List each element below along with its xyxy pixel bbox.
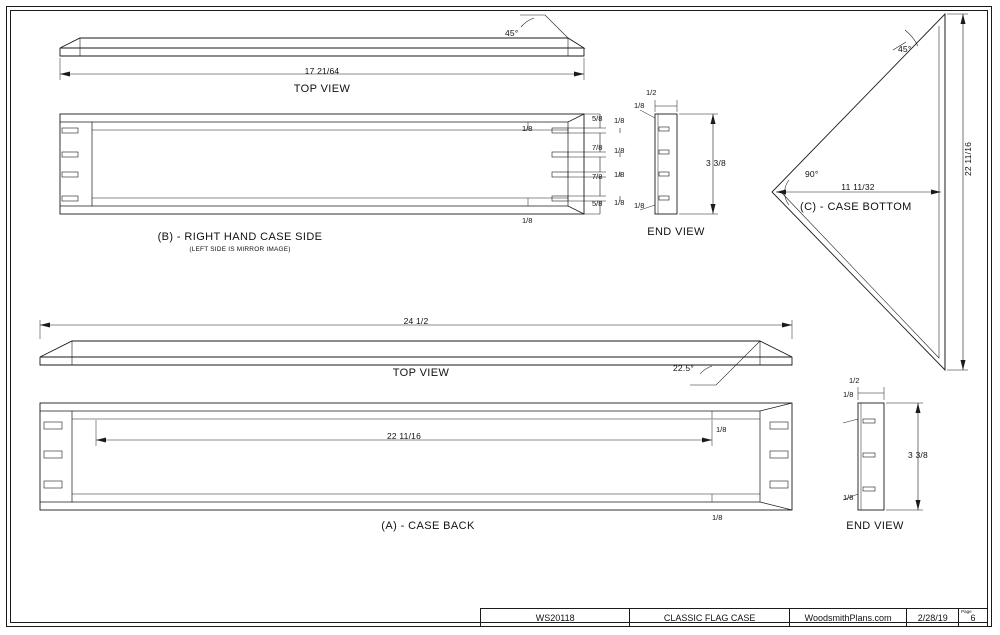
case-side-gap-dim-4: 1/8 <box>614 198 625 207</box>
case-back-length-dim: 22 11/16 <box>386 431 422 441</box>
case-side-slot-dim-1: 5/8 <box>592 114 603 123</box>
title-block <box>480 608 988 627</box>
title-block-part-number: WS20118 <box>481 609 630 626</box>
case-bottom-geometry <box>772 14 968 370</box>
end-view-lower-title: END VIEW <box>846 520 904 532</box>
end-view-lower-bottom-dim: 1/8 <box>843 493 854 502</box>
case-side-title: (B) - RIGHT HAND CASE SIDE <box>157 231 323 243</box>
title-block-page-label: Page <box>961 609 972 614</box>
title-block-page <box>959 609 987 626</box>
title-block-page-number: 6 <box>970 612 976 623</box>
case-bottom-width-dim: 11 11/32 <box>841 182 875 192</box>
end-view-upper-height-dim: 3 3/8 <box>706 158 726 168</box>
case-side-slot-dim-2: 7/8 <box>592 143 603 152</box>
end-view-lower-geometry <box>843 387 923 510</box>
end-view-lower-height-dim: 3 3/8 <box>908 450 928 460</box>
end-view-upper-title: END VIEW <box>647 226 705 238</box>
case-side-geometry <box>60 114 620 214</box>
top-view-lower-title: TOP VIEW <box>392 367 450 379</box>
top-view-upper-length-dim: 17 21/64 <box>304 66 340 76</box>
title-block-drawing-name: CLASSIC FLAG CASE <box>630 609 789 626</box>
case-bottom-height-dim: 22 11/16 <box>963 141 973 176</box>
end-view-lower-top-dim: 1/8 <box>843 390 854 399</box>
case-bottom-title: (C) - CASE BOTTOM <box>800 201 912 213</box>
end-view-upper-width-dim: 1/2 <box>646 88 657 97</box>
case-side-slot-dim-4: 5/8 <box>592 199 603 208</box>
end-view-lower-width-dim: 1/2 <box>849 376 860 385</box>
case-back-thickness-top-dim: 1/8 <box>716 425 727 434</box>
case-back-thickness-bottom-dim: 1/8 <box>712 513 723 522</box>
top-view-upper-title: TOP VIEW <box>293 83 351 95</box>
end-view-upper-geometry <box>640 100 718 214</box>
end-view-upper-bottom-dim: 1/8 <box>634 201 645 210</box>
case-bottom-angle-corner-dim: 90° <box>805 169 819 179</box>
case-back-title: (A) - CASE BACK <box>381 520 475 532</box>
title-block-source: WoodsmithPlans.com <box>790 609 908 626</box>
case-side-thickness-bottom-dim: 1/8 <box>522 216 533 225</box>
case-side-slot-dim-3: 7/8 <box>592 172 603 181</box>
case-bottom-angle-top-dim: 45° <box>898 44 912 54</box>
case-side-thickness-top-dim: 1/8 <box>522 124 533 133</box>
top-view-lower-angle-dim: 22.5° <box>673 363 694 373</box>
title-block-date: 2/28/19 <box>907 609 959 626</box>
case-side-note: (LEFT SIDE IS MIRROR IMAGE) <box>189 246 291 253</box>
case-side-gap-dim-1: 1/8 <box>614 116 625 125</box>
case-side-gap-dim-2: 1/8 <box>614 146 625 155</box>
case-side-gap-dim-3: 1/8 <box>614 170 625 179</box>
top-view-lower-length-dim: 24 1/2 <box>403 316 429 326</box>
end-view-upper-top-dim: 1/8 <box>634 101 645 110</box>
case-back-geometry <box>40 403 792 510</box>
top-view-upper-angle-dim: 45° <box>505 28 519 38</box>
